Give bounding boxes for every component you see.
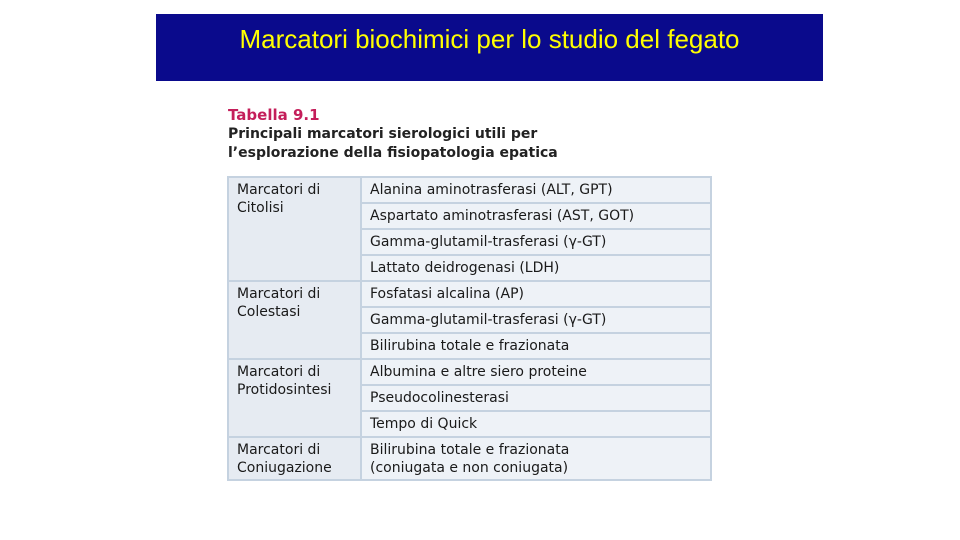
marker-item: Alanina aminotrasferasi (ALT, GPT) xyxy=(361,177,711,203)
category-label: Marcatori di xyxy=(237,442,321,458)
category-label: Protidosintesi xyxy=(237,382,332,398)
marker-item: Lattato deidrogenasi (LDH) xyxy=(361,255,711,281)
slide-title: Marcatori biochimici per lo studio del fegato xyxy=(239,24,740,54)
table-figure xyxy=(227,106,717,490)
category-label: Colestasi xyxy=(237,304,301,320)
table-row xyxy=(228,281,711,307)
table-caption-line1: Principali marcatori sierologici utili per xyxy=(228,126,538,142)
category-cell-protidosintesi xyxy=(228,359,361,437)
marker-item: Albumina e altre siero proteine xyxy=(361,359,711,385)
marker-item: Gamma-glutamil-trasferasi (γ-GT) xyxy=(361,229,711,255)
marker-item: Fosfatasi alcalina (AP) xyxy=(361,281,711,307)
table-row xyxy=(228,177,711,203)
category-label: Marcatori di xyxy=(237,364,321,380)
marker-item-line: (coniugata e non coniugata) xyxy=(370,460,569,476)
table-row xyxy=(228,359,711,385)
table-label: Tabella 9.1 xyxy=(228,106,320,124)
title-bar xyxy=(156,14,823,81)
marker-item: Aspartato aminotrasferasi (AST, GOT) xyxy=(361,203,711,229)
category-cell-coniugazione xyxy=(228,437,361,480)
marker-item: Gamma-glutamil-trasferasi (γ-GT) xyxy=(361,307,711,333)
category-cell-citolisi xyxy=(228,177,361,281)
category-label: Marcatori di xyxy=(237,182,321,198)
category-label: Citolisi xyxy=(237,200,284,216)
marker-item: Bilirubina totale e frazionata xyxy=(361,333,711,359)
marker-item xyxy=(361,437,711,480)
category-cell-colestasi xyxy=(228,281,361,359)
marker-item: Tempo di Quick xyxy=(361,411,711,437)
table-row xyxy=(228,437,711,480)
category-label: Marcatori di xyxy=(237,286,321,302)
marker-table xyxy=(227,176,712,481)
marker-item: Pseudocolinesterasi xyxy=(361,385,711,411)
table-caption-line2: l’esplorazione della fisiopatologia epatica xyxy=(228,145,558,161)
category-label: Coniugazione xyxy=(237,460,332,476)
marker-item-line: Bilirubina totale e frazionata xyxy=(370,442,570,458)
